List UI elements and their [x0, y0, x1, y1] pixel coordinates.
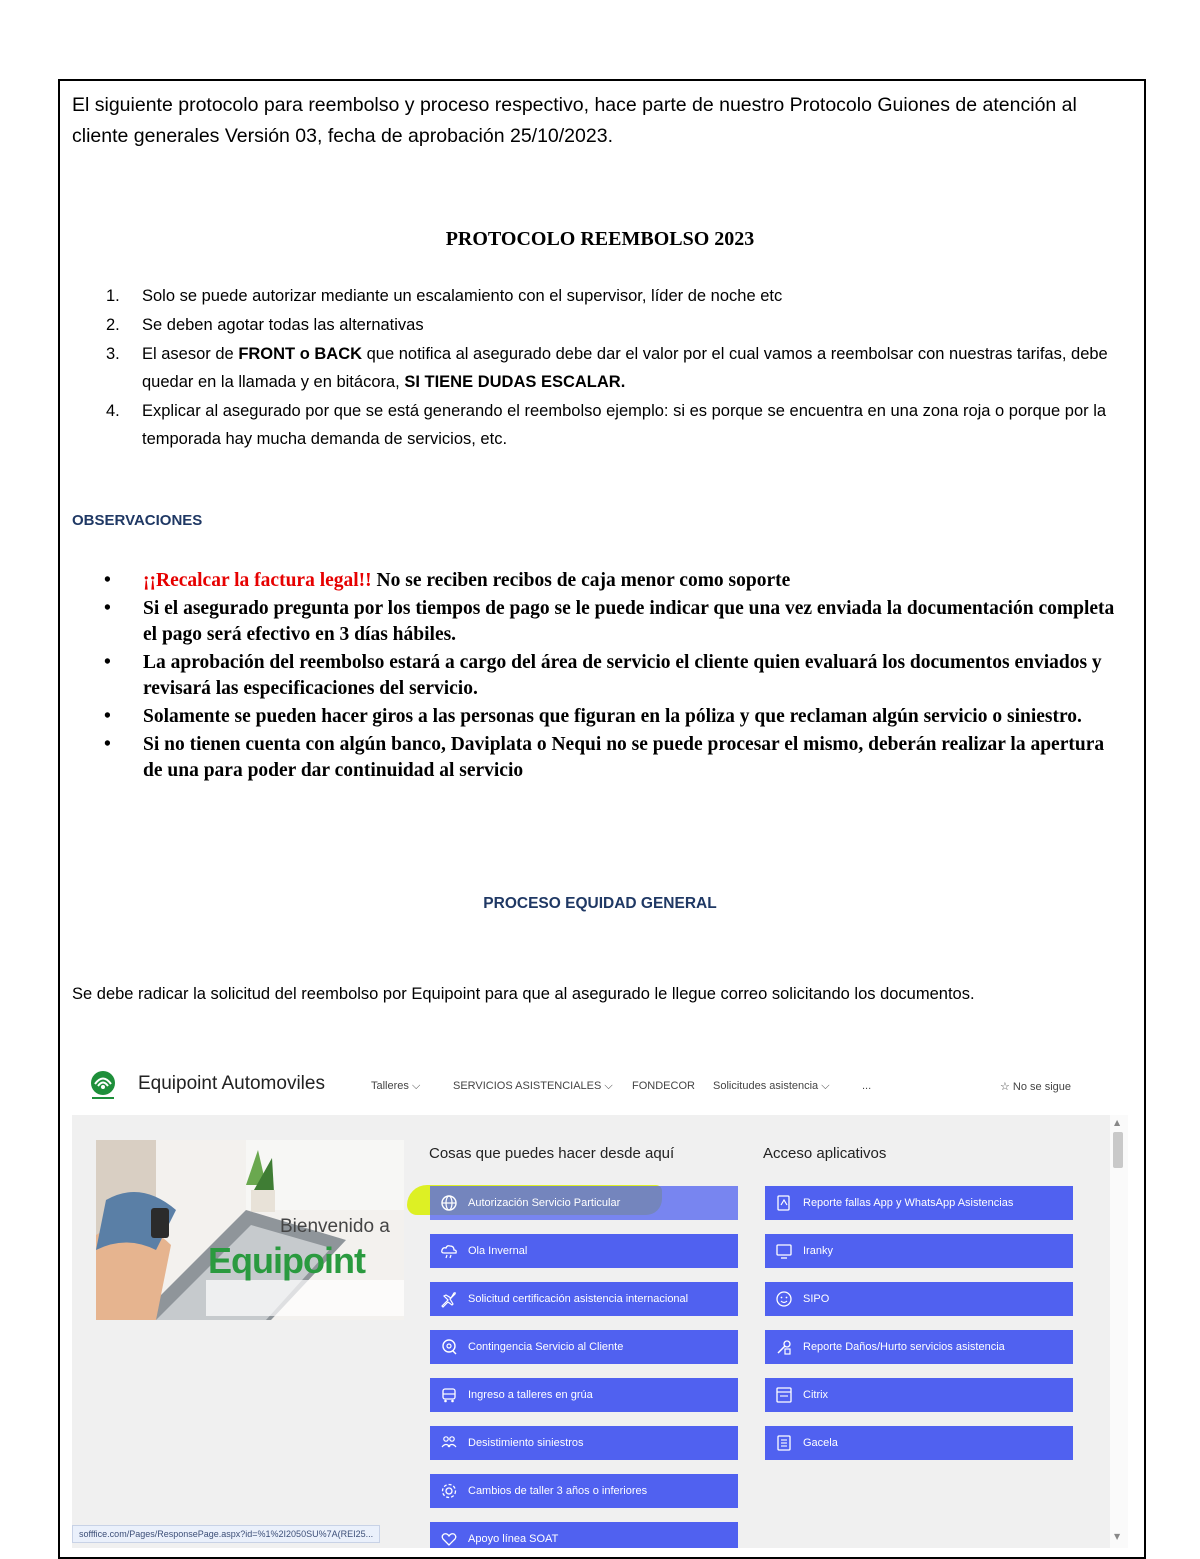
quick-link-label: Ola Invernal [468, 1245, 528, 1257]
status-bar-url: sofffice.com/Pages/ResponsePage.aspx?id=%1%2I2050SU%7A(REI25... [72, 1525, 380, 1543]
quick-link-label: Cambios de taller 3 años o inferiores [468, 1485, 648, 1497]
observation-text: Si no tienen cuenta con algún banco, Daviplata o Nequi no se puede procesar el mismo, deberán realizar la apertura de una para poder dar continuidad al servicio [143, 734, 1105, 781]
app-link-label: Citrix [803, 1389, 829, 1401]
list-item [96, 282, 1126, 310]
app-link-label: SIPO [803, 1293, 830, 1305]
quick-link-label: Contingencia Servicio al Cliente [468, 1341, 624, 1353]
observaciones-list [100, 568, 1120, 786]
app-link-label: Reporte fallas App y WhatsApp Asistencias [803, 1197, 1014, 1209]
quick-link-certificacion-internacional[interactable] [430, 1282, 738, 1316]
app-link-iranky[interactable] [765, 1234, 1073, 1268]
welcome-banner [96, 1140, 404, 1320]
page-content [72, 1115, 1128, 1548]
nav-fondecor[interactable]: FONDECOR [632, 1080, 695, 1092]
quick-link-label: Solicitud certificación asistencia internacional [468, 1293, 689, 1305]
cloud-rain-icon [440, 1242, 458, 1260]
list-item [100, 732, 1120, 784]
quick-link-label: Apoyo línea SOAT [468, 1533, 559, 1545]
actions-column-title: Cosas que puedes hacer desde aquí [429, 1145, 675, 1162]
app-link-reporte-danos[interactable] [765, 1330, 1073, 1364]
quick-link-cambios-taller[interactable] [430, 1474, 738, 1508]
quick-link-ingreso-talleres[interactable] [430, 1378, 738, 1412]
scroll-up-icon[interactable]: ▲ [1114, 1118, 1121, 1127]
step-text: Solo se puede autorizar mediante un escalamiento con el supervisor, líder de noche etc [142, 287, 783, 305]
step-bold: FRONT o BACK [238, 345, 363, 363]
app-link-label: Iranky [803, 1245, 833, 1257]
quick-link-label: Ingreso a talleres en grúa [468, 1389, 593, 1401]
scroll-down-icon[interactable]: ▼ [1114, 1532, 1121, 1541]
vehicle-icon [440, 1386, 458, 1404]
airplane-icon [440, 1290, 458, 1308]
screen-icon [775, 1242, 793, 1260]
quick-link-ola-invernal[interactable] [430, 1234, 738, 1268]
intro-paragraph: El siguiente protocolo para reembolso y proceso respectivo, hace parte de nuestro Protocolo Guiones de atención al cliente generales Versión 03, fecha de aprobación 25/10/2023. [72, 94, 1077, 147]
nav-solicitudes-asistencia[interactable]: Solicitudes asistencia ⌵ [713, 1080, 830, 1092]
list-item [96, 340, 1126, 396]
nav-more[interactable]: ... [862, 1080, 872, 1092]
protocol-title: PROTOCOLO REEMBOLSO 2023 [445, 228, 755, 250]
tools-icon [775, 1338, 793, 1356]
quick-link-label: Autorización Servicio Particular [468, 1197, 621, 1209]
globe-icon [440, 1194, 458, 1212]
step-number: 3. [106, 345, 120, 363]
step-text: que notifica al asegurado debe dar el valor por el cual vamos a reembolsar con nuestras tarifas, debe quedar en la llamada y en bitácora, [142, 345, 1108, 391]
highlight-text: ¡¡Recalcar la factura legal!! [143, 570, 372, 591]
step-text: Explicar al asegurado por que se está generando el reembolso ejemplo: si es porque se encuentra en una zona roja o porque por la temporada hay mucha demanda de servicios, etc. [142, 402, 1107, 448]
quick-link-apoyo-soat[interactable] [430, 1522, 738, 1548]
site-title: Equipoint Automoviles [138, 1073, 325, 1094]
step-number: 2. [106, 316, 120, 334]
document-icon [775, 1434, 793, 1452]
list-item [100, 568, 1120, 594]
report-icon [775, 1194, 793, 1212]
observaciones-title: OBSERVACIONES [72, 512, 203, 529]
app-link-gacela[interactable] [765, 1426, 1073, 1460]
site-header [72, 1060, 1128, 1112]
observation-text: No se reciben recibos de caja menor como soporte [371, 570, 791, 591]
list-item [100, 650, 1120, 702]
gear-icon [440, 1482, 458, 1500]
banner-line1: Bienvenido a [280, 1216, 390, 1237]
quick-link-desistimiento[interactable] [430, 1426, 738, 1460]
equipoint-screenshot [72, 1060, 1128, 1548]
list-item [100, 596, 1120, 648]
app-link-citrix[interactable] [765, 1378, 1073, 1412]
nav-servicios-asistenciales[interactable]: SERVICIOS ASISTENCIALES ⌵ [453, 1080, 613, 1092]
window-icon [775, 1386, 793, 1404]
banner-line2: Equipoint [208, 1240, 365, 1281]
nav-talleres[interactable]: Talleres ⌵ [371, 1080, 421, 1092]
heart-icon [440, 1530, 458, 1548]
app-link-label: Reporte Daños/Hurto servicios asistencia [803, 1341, 1005, 1353]
app-link-sipo[interactable] [765, 1282, 1073, 1316]
radicar-paragraph: Se debe radicar la solicitud del reembolso por Equipoint para que al asegurado le llegue correo solicitando los documentos. [72, 985, 975, 1003]
chat-icon [440, 1338, 458, 1356]
equidad-logo-icon [86, 1068, 120, 1102]
list-item [96, 311, 1126, 339]
quick-link-contingencia[interactable] [430, 1330, 738, 1364]
proceso-title: PROCESO EQUIDAD GENERAL [483, 895, 717, 912]
apps-column-title: Acceso aplicativos [763, 1145, 887, 1162]
steps-list [96, 282, 1126, 454]
quick-link-autorizacion-servicio[interactable] [430, 1186, 738, 1220]
step-number: 4. [106, 402, 120, 420]
vertical-scrollbar[interactable] [1110, 1115, 1128, 1548]
scroll-thumb[interactable] [1113, 1132, 1123, 1168]
quick-link-label: Desistimiento siniestros [468, 1437, 584, 1449]
app-link-reporte-fallas[interactable] [765, 1186, 1073, 1220]
list-item [96, 397, 1126, 453]
observation-text: La aprobación del reembolso estará a cargo del área de servicio el cliente quien evaluará los documentos enviados y revisará las especificaciones del servicio. [143, 652, 1102, 699]
step-bold: SI TIENE DUDAS ESCALAR. [404, 373, 626, 391]
app-link-label: Gacela [803, 1437, 838, 1449]
observation-text: Si el asegurado pregunta por los tiempos de pago se le puede indicar que una vez enviada la documentación completa el pago será efectivo en 3 días hábiles. [143, 598, 1115, 645]
step-number: 1. [106, 287, 120, 305]
follow-button[interactable]: ☆ No se sigue [1000, 1081, 1072, 1093]
smiley-icon [775, 1290, 793, 1308]
people-icon [440, 1434, 458, 1452]
observation-text: Solamente se pueden hacer giros a las personas que figuran en la póliza y que reclaman algún servicio o siniestro. [143, 706, 1082, 727]
list-item [100, 704, 1120, 730]
step-text: Se deben agotar todas las alternativas [142, 316, 424, 334]
step-text: El asesor de [142, 345, 239, 363]
